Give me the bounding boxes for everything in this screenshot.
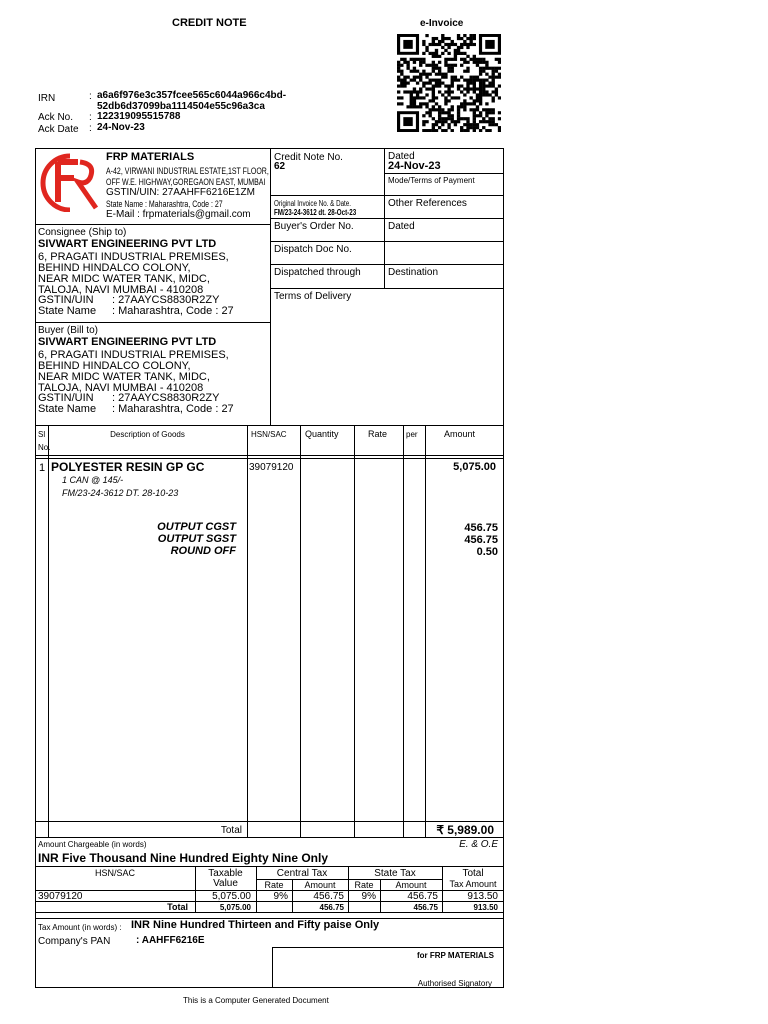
consignee-gstin: : 27AAYCS8830R2ZY bbox=[112, 294, 220, 306]
header-description: Description of Goods bbox=[110, 430, 185, 439]
tax-header-central: Central Tax bbox=[276, 868, 328, 879]
consignee-address-4: TALOJA, NAVI MUMBAI - 410208 bbox=[38, 284, 204, 296]
orig-invoice-value: FM/23-24-3612 dt. 28-Oct-23 bbox=[274, 208, 357, 217]
buyer-heading: Buyer (Bill to) bbox=[38, 325, 99, 336]
tax-words-value: INR Nine Hundred Thirteen and Fifty paise Only bbox=[131, 919, 380, 931]
dated-value: 24-Nov-23 bbox=[388, 160, 441, 172]
buyer-gstin: : 27AAYCS8830R2ZY bbox=[112, 392, 220, 404]
irn-line2: 52db6d37099ba1114504e55c96a3ca bbox=[97, 101, 265, 112]
buyer-address-3: NEAR MIDC WATER TANK, MIDC, bbox=[38, 371, 210, 383]
ack-date-label: Ack Date bbox=[38, 124, 79, 135]
header-amount: Amount bbox=[444, 429, 476, 439]
tax-total-total: 913.50 bbox=[473, 903, 498, 912]
consignee-name: SIVWART ENGINEERING PVT LTD bbox=[38, 238, 217, 250]
tax-total-taxable: 5,075.00 bbox=[219, 903, 251, 912]
tax-header-s-rate: Rate bbox=[354, 880, 374, 890]
buyer-state-label: State Name bbox=[38, 403, 97, 415]
tax-row-hsn: 39079120 bbox=[38, 891, 83, 902]
pan-label: Company's PAN bbox=[38, 936, 111, 947]
orig-invoice-label: Original Invoice No. & Date. bbox=[274, 199, 352, 208]
tax-header-value: Value bbox=[213, 878, 238, 889]
credit-note-no-label: Credit Note No. bbox=[274, 152, 343, 163]
sgst-label: OUTPUT SGST bbox=[157, 533, 236, 545]
tax-row-c-amount: 456.75 bbox=[313, 891, 344, 902]
buyer-name: SIVWART ENGINEERING PVT LTD bbox=[38, 336, 217, 348]
seller-address-1: A-42, VIRWANI INDUSTRIAL ESTATE,1ST FLOOR, bbox=[106, 166, 269, 176]
tax-header-hsn: HSN/SAC bbox=[94, 868, 135, 878]
terms-delivery-label: Terms of Delivery bbox=[274, 291, 352, 302]
seller-email: E-Mail : frpmaterials@gmail.com bbox=[106, 209, 251, 220]
tax-header-total: Total bbox=[462, 868, 484, 879]
header-quantity: Quantity bbox=[305, 429, 339, 439]
tax-words-label: Tax Amount (in words) : bbox=[38, 923, 122, 932]
frp-logo-icon bbox=[40, 152, 102, 212]
header-per: per bbox=[406, 430, 418, 439]
seller-state: State Name : Maharashtra, Code : 27 bbox=[106, 199, 223, 209]
irn-label: IRN bbox=[38, 93, 56, 104]
header-sl: Sl bbox=[38, 430, 46, 439]
buyer-state: : Maharashtra, Code : 27 bbox=[112, 403, 234, 415]
consignee-state: : Maharashtra, Code : 27 bbox=[112, 305, 234, 317]
tax-row-taxable: 5,075.00 bbox=[212, 891, 251, 902]
ack-no-value: 122319095515788 bbox=[97, 111, 181, 122]
tax-row-total: 913.50 bbox=[467, 891, 498, 902]
header-no: No. bbox=[38, 443, 51, 452]
consignee-state-label: State Name bbox=[38, 305, 97, 317]
tax-row-s-rate: 9% bbox=[361, 891, 376, 902]
irn-colon: : bbox=[89, 91, 92, 102]
roundoff-amount: 0.50 bbox=[476, 546, 498, 558]
dated2-label: Dated bbox=[388, 221, 415, 232]
tax-header-taxable: Taxable bbox=[208, 868, 243, 879]
consignee-address-2: BEHIND HINDALCO COLONY, bbox=[38, 262, 191, 274]
item-sl: 1 bbox=[39, 462, 46, 474]
cgst-label: OUTPUT CGST bbox=[157, 521, 236, 533]
item-hsn: 39079120 bbox=[249, 462, 294, 473]
buyers-order-label: Buyer's Order No. bbox=[274, 221, 354, 232]
tax-header-state: State Tax bbox=[374, 868, 416, 879]
authorised-signatory-label: Authorised Signatory bbox=[417, 979, 492, 988]
pan-value: : AAHFF6216E bbox=[136, 935, 205, 946]
header-hsn: HSN/SAC bbox=[251, 430, 287, 439]
tax-header-c-amount: Amount bbox=[304, 880, 336, 890]
cgst-amount: 456.75 bbox=[464, 522, 498, 534]
buyer-gstin-label: GSTIN/UIN bbox=[38, 392, 94, 404]
ack-no-label: Ack No. bbox=[38, 112, 74, 123]
dispatch-doc-label: Dispatch Doc No. bbox=[274, 244, 352, 255]
consignee-address-1: 6, PRAGATI INDUSTRIAL PREMISES, bbox=[38, 251, 229, 263]
tax-total-label: Total bbox=[167, 902, 188, 912]
seller-gstin: GSTIN/UIN: 27AAHFF6216E1ZM bbox=[106, 187, 255, 198]
total-label: Total bbox=[220, 825, 242, 836]
mode-terms-label: Mode/Terms of Payment bbox=[388, 176, 475, 185]
item-sub1: 1 CAN @ 145/- bbox=[62, 475, 124, 485]
item-sub2: FM/23-24-3612 DT. 28-10-23 bbox=[62, 488, 179, 498]
amount-words-value: INR Five Thousand Nine Hundred Eighty Nine Only bbox=[38, 851, 329, 865]
consignee-heading: Consignee (Ship to) bbox=[38, 227, 127, 238]
buyer-address-4: TALOJA, NAVI MUMBAI - 410208 bbox=[38, 382, 204, 394]
for-company-label: for FRP MATERIALS bbox=[416, 951, 494, 960]
computer-generated-note: This is a Computer Generated Document bbox=[183, 996, 329, 1005]
buyer-address-1: 6, PRAGATI INDUSTRIAL PREMISES, bbox=[38, 349, 229, 361]
other-refs-label: Other References bbox=[388, 198, 467, 209]
seller-address-2: OFF W.E. HIGHWAY,GOREGAON EAST, MUMBAI bbox=[106, 177, 266, 187]
amount-words-label: Amount Chargeable (in words) bbox=[38, 840, 147, 849]
tax-header-c-rate: Rate bbox=[264, 880, 284, 890]
dated-label: Dated bbox=[388, 151, 415, 162]
dispatched-through-label: Dispatched through bbox=[274, 267, 361, 278]
seller-name: FRP MATERIALS bbox=[106, 151, 195, 163]
tax-header-tax-amount: Tax Amount bbox=[449, 879, 497, 889]
tax-row-c-rate: 9% bbox=[273, 891, 288, 902]
tax-row-s-amount: 456.75 bbox=[407, 891, 438, 902]
total-amount: ₹ 5,989.00 bbox=[436, 823, 494, 837]
consignee-gstin-label: GSTIN/UIN bbox=[38, 294, 94, 306]
irn-line1: a6a6f976e3c357fcee565c6044a966c4bd- bbox=[97, 90, 287, 101]
eoe-label: E. & O.E bbox=[459, 839, 498, 850]
einvoice-label: e-Invoice bbox=[420, 18, 464, 29]
ack-no-colon: : bbox=[89, 112, 92, 123]
credit-note-no-value: 62 bbox=[274, 161, 286, 172]
item-amount: 5,075.00 bbox=[453, 461, 496, 473]
item-description: POLYESTER RESIN GP GC bbox=[51, 460, 205, 474]
qr-code-icon bbox=[397, 34, 501, 132]
sgst-amount: 456.75 bbox=[464, 534, 498, 546]
tax-total-s-amount: 456.75 bbox=[413, 903, 438, 912]
buyer-address-2: BEHIND HINDALCO COLONY, bbox=[38, 360, 191, 372]
tax-header-s-amount: Amount bbox=[395, 880, 427, 890]
ack-date-value: 24-Nov-23 bbox=[97, 122, 145, 133]
roundoff-label: ROUND OFF bbox=[170, 545, 236, 557]
header-rate: Rate bbox=[368, 429, 388, 439]
destination-label: Destination bbox=[388, 267, 439, 278]
document-title: CREDIT NOTE bbox=[172, 17, 247, 29]
consignee-address-3: NEAR MIDC WATER TANK, MIDC, bbox=[38, 273, 210, 285]
ack-date-colon: : bbox=[89, 123, 92, 134]
tax-total-c-amount: 456.75 bbox=[319, 903, 344, 912]
